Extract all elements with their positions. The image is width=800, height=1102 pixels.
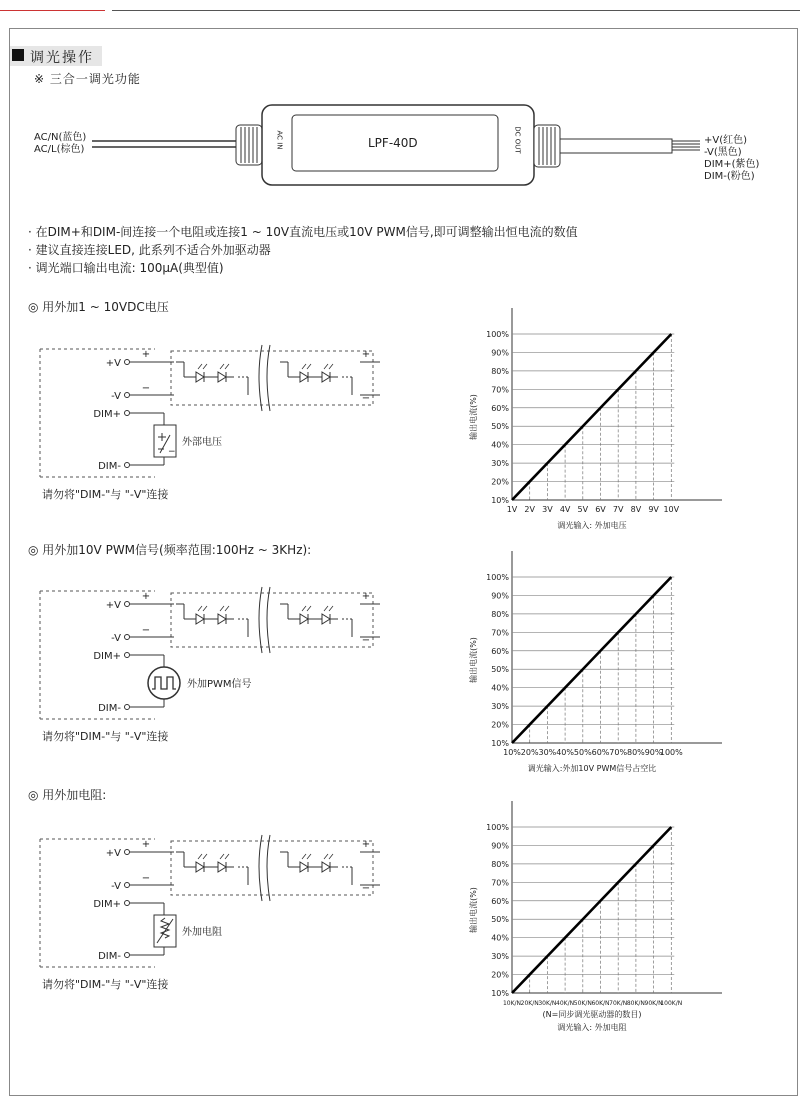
source-label: 外加电阻 (182, 927, 222, 938)
section-title: 调光操作 (30, 50, 94, 66)
led-icon (322, 614, 330, 624)
x-tick-label: 8V (630, 505, 642, 514)
x-tick-label: 20% (520, 748, 539, 757)
dimplus-wire-label: DIM+(紫色) (704, 159, 760, 170)
led-icon (300, 614, 308, 624)
x-tick-label: 2V (524, 505, 535, 514)
header-rule (112, 10, 800, 11)
bullet-note: · 调光端口输出电流: 100μA(典型值) (28, 261, 224, 275)
led-icon (322, 862, 330, 872)
y-tick-label: 40% (491, 683, 509, 693)
y-tick-label: 20% (491, 970, 509, 980)
warning-note: 请勿将"DIM-"与 "-V"连接 (42, 730, 169, 743)
led-icon (196, 372, 204, 382)
x-tick-label: 30K/N (538, 1000, 557, 1007)
x-tick-label: 6V (595, 505, 606, 514)
circuit-resistor (0, 825, 430, 995)
subtitle: ※ 三合一调光功能 (34, 72, 141, 86)
warning-note: 请勿将"DIM-"与 "-V"连接 (42, 978, 169, 991)
y-tick-label: 60% (491, 403, 509, 413)
device-model: LPF-40D (368, 136, 418, 150)
series-line (512, 334, 671, 500)
x-tick-label: 40K/N (556, 1000, 575, 1007)
chart-voltage (460, 300, 730, 540)
source-label: 外加PWM信号 (187, 679, 252, 690)
minus-terminal-label: − (361, 635, 371, 646)
y-tick-label: 90% (491, 348, 509, 358)
x-tick-label: 100% (659, 748, 683, 757)
led-icon (300, 862, 308, 872)
chart-resistor (460, 793, 730, 1048)
vminus-label: -V (111, 881, 121, 892)
x-tick-label: 40% (556, 748, 574, 757)
y-tick-label: 40% (491, 933, 509, 943)
y-tick-label: 50% (491, 915, 509, 925)
dimminus-label: DIM- (98, 461, 121, 472)
device-illustration (0, 95, 800, 205)
y-tick-label: 90% (491, 591, 509, 601)
bullet-note: · 在DIM+和DIM-间连接一个电阻或连接1 ~ 10V直流电压或10V PWM信号,即可调整输出恒电流的数值 (28, 225, 578, 239)
block-heading-voltage: ◎ 用外加1 ~ 10VDC电压 (28, 300, 169, 314)
x-tick-label: 5V (577, 505, 589, 514)
vplus-label: +V (105, 358, 121, 369)
y-axis-label: 输出电流(%) (469, 637, 478, 683)
ac-l-label: AC/L(棕色) (34, 144, 85, 155)
y-axis-label: 输出电流(%) (469, 887, 478, 933)
minus-terminal-label: − (141, 873, 151, 884)
y-tick-label: 60% (491, 896, 509, 906)
header-accent-line (0, 10, 105, 11)
y-tick-label: 100% (486, 823, 509, 832)
y-tick-label: 60% (491, 646, 509, 656)
y-tick-label: 50% (491, 422, 509, 432)
series-line (512, 577, 671, 743)
y-tick-label: 90% (491, 841, 509, 851)
y-tick-label: 100% (486, 573, 509, 582)
plus-terminal-label: + (141, 839, 151, 850)
x-tick-label: 1V (506, 505, 518, 514)
y-tick-label: 30% (491, 702, 509, 712)
led-icon (196, 862, 204, 872)
x-tick-label: 10V (663, 505, 680, 514)
dimminus-label: DIM- (98, 703, 121, 714)
minus-terminal-label: − (361, 393, 371, 404)
y-tick-label: 10% (491, 496, 509, 505)
y-axis-label: 输出电流(%) (469, 394, 478, 440)
x-tick-label: 20K/N (520, 1000, 539, 1007)
led-icon (218, 372, 226, 382)
x-axis-label: 调光输入: 外加电压 (557, 521, 627, 530)
minus-sign: − (168, 447, 176, 457)
x-tick-label: 50% (573, 748, 592, 757)
y-tick-label: 70% (491, 385, 509, 395)
chart-pwm (460, 543, 730, 783)
ac-n-label: AC/N(蓝色) (34, 132, 87, 143)
dc-out-cap-text: DC OUT (513, 126, 522, 154)
vplus-label: +V (105, 848, 121, 859)
plus-terminal-label: + (361, 591, 371, 602)
x-tick-label: 4V (559, 505, 571, 514)
x-tick-label: 50K/N (573, 1000, 592, 1007)
warning-note: 请勿将"DIM-"与 "-V"连接 (42, 488, 169, 501)
y-tick-label: 100% (486, 330, 509, 339)
vplus-label: +V (105, 600, 121, 611)
x-tick-label: 90K/N (644, 1000, 663, 1007)
x-tick-label: 30% (538, 748, 557, 757)
dimplus-label: DIM+ (93, 899, 121, 910)
bullet-note: · 建议直接连接LED, 此系列不适合外加驱动器 (28, 243, 271, 257)
y-tick-label: 30% (491, 459, 509, 469)
x-tick-label: 60% (591, 748, 610, 757)
y-tick-label: 40% (491, 440, 509, 450)
x-axis-label: 调光输入: 外加电阻 (557, 1023, 627, 1032)
dimplus-label: DIM+ (93, 409, 121, 420)
led-icon (218, 614, 226, 624)
y-tick-label: 20% (491, 720, 509, 730)
source-label: 外部电压 (182, 437, 222, 448)
x-tick-label: 80% (627, 748, 645, 757)
x-tick-label: 90% (644, 748, 663, 757)
x-axis-label: 调光输入:外加10V PWM信号占空比 (527, 764, 657, 773)
x-tick-label: 60K/N (591, 1000, 610, 1007)
y-tick-label: 80% (491, 609, 509, 619)
y-tick-label: 10% (491, 989, 509, 998)
vminus-label: -V (111, 391, 121, 402)
x-tick-label: 3V (542, 505, 553, 514)
dimminus-label: DIM- (98, 951, 121, 962)
minus-terminal-label: − (361, 883, 371, 894)
y-tick-label: 80% (491, 859, 509, 869)
y-tick-label: 30% (491, 952, 509, 962)
x-tick-label: 100K/N (660, 1000, 683, 1007)
x-tick-label: 10% (503, 748, 521, 757)
ac-in-cap-text: AC IN (275, 130, 284, 150)
y-tick-label: 10% (491, 739, 509, 748)
block-heading-resistor: ◎ 用外加电阻: (28, 788, 107, 802)
x-tick-label: 70K/N (609, 1000, 628, 1007)
led-icon (322, 372, 330, 382)
y-tick-label: 20% (491, 477, 509, 487)
x-tick-label: 10K/N (502, 1000, 522, 1007)
plus-terminal-label: + (361, 839, 371, 850)
dimminus-wire-label: DIM-(粉色) (704, 171, 755, 182)
y-tick-label: 70% (491, 878, 509, 888)
circuit-pwm (0, 577, 430, 747)
minus-terminal-label: − (141, 625, 151, 636)
square-bullet-icon (12, 49, 24, 61)
chart-note: (N=同步调光驱动器的数目) (542, 1010, 642, 1019)
vplus-wire-label: +V(红色) (704, 135, 748, 146)
vminus-wire-label: -V(黑色) (704, 147, 742, 158)
x-tick-label: 9V (648, 505, 659, 514)
y-tick-label: 50% (491, 665, 509, 675)
y-tick-label: 80% (491, 366, 509, 376)
plus-terminal-label: + (361, 349, 371, 360)
plus-terminal-label: + (141, 591, 151, 602)
block-heading-pwm: ◎ 用外加10V PWM信号(频率范围:100Hz ~ 3KHz): (28, 543, 312, 557)
series-line (512, 827, 671, 993)
led-icon (300, 372, 308, 382)
circuit-voltage (0, 335, 430, 505)
x-tick-label: 7V (612, 505, 624, 514)
x-tick-label: 70% (609, 748, 628, 757)
led-icon (218, 862, 226, 872)
y-tick-label: 70% (491, 628, 509, 638)
pwm-source-icon (148, 667, 180, 699)
vminus-label: -V (111, 633, 121, 644)
x-tick-label: 80K/N (626, 1000, 645, 1007)
minus-terminal-label: − (141, 383, 151, 394)
led-icon (196, 614, 204, 624)
plus-terminal-label: + (141, 349, 151, 360)
dimplus-label: DIM+ (93, 651, 121, 662)
